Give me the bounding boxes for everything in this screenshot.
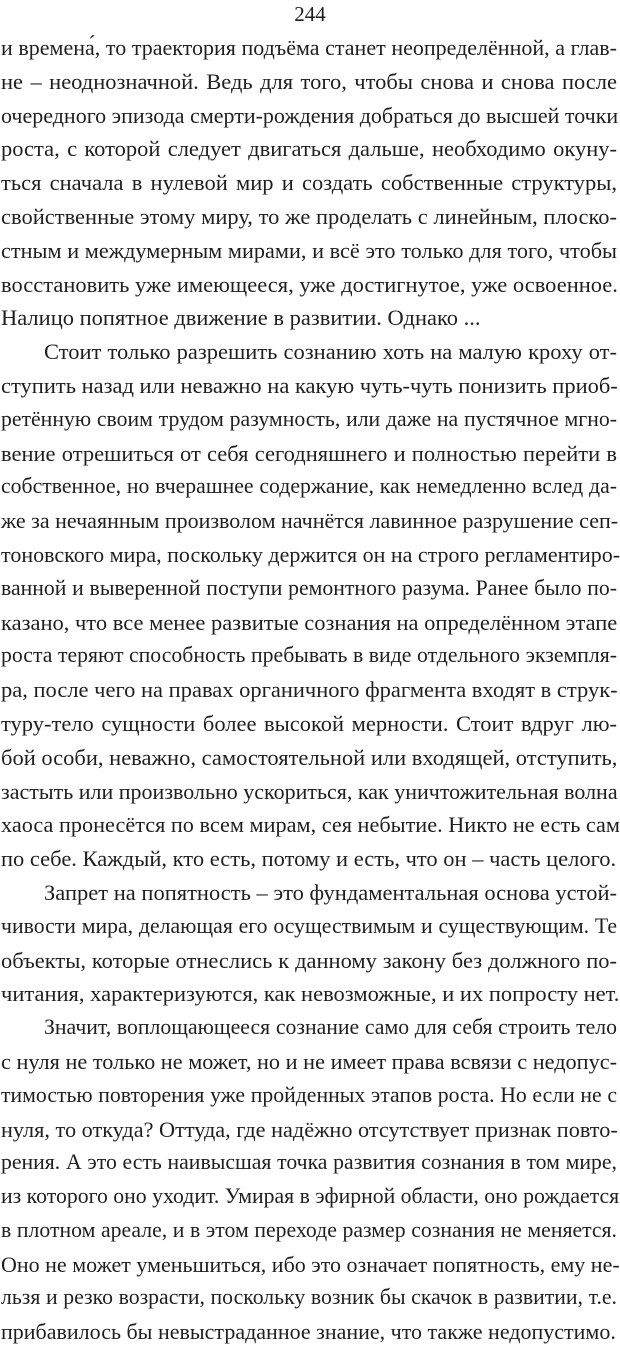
text-line: объекты, которые отнеслись к данному закону без должного по-	[1, 947, 617, 973]
text-line: Запрет на попятность – это фундаментальная основа устой-	[44, 879, 617, 905]
text-line: же за нечаянным произволом начнётся лавинное разрушение сеп-	[1, 508, 619, 534]
text-line: в плотном ареале, и в этом переходе размер сознания не меняется.	[1, 1217, 617, 1242]
text-line: тимостью повторения уже пройденных этапов роста. Но если не с	[1, 1082, 617, 1107]
text-line: из которого оно уходит. Умирая в эфирной области, оно рождается	[1, 1184, 620, 1209]
text-line: ванной и выверенной поступи ремонтного разума. Ранее было по-	[1, 575, 617, 600]
paragraph	[0, 876, 620, 1011]
text-line: нуля, то откуда? Оттуда, где надёжно отсутствует признак повто-	[1, 1116, 618, 1142]
text-line: застыть или произвольно ускориться, как уничтожительная волна	[1, 778, 618, 804]
text-line: прибавилось бы невыстраданное знание, что также недопустимо.	[1, 1319, 616, 1345]
text-line: восстановить уже имеющееся, уже достигнутое, уже освоенное.	[1, 271, 618, 297]
text-line: свойственные этому миру, то же проделать с линейным, плоско-	[1, 203, 617, 229]
text-line: собственное, но вчерашнее содержание, как немедленно вслед да-	[1, 474, 617, 499]
text-line: роста, с которой следует двигаться дальше, необходимо окуну-	[1, 136, 617, 162]
text-line: казано, что все менее развитые сознания на определённом этапе	[1, 609, 618, 635]
text-line: туру-тело сущности более высокой мерности. Стоит вдруг лю-	[1, 710, 617, 736]
text-line: по себе. Каждый, кто есть, потому и есть, что он – часть целого.	[1, 846, 617, 872]
text-line: чивости мира, делающая его осуществимым и существующим. Те	[1, 913, 617, 938]
page-text	[0, 31, 620, 1349]
text-line: Стоит только разрешить сознанию хоть на малую кроху от-	[44, 339, 617, 365]
text-line: роста теряют способность пребывать в виде отдельного экземпля-	[1, 643, 617, 668]
text-line: Налицо попятное движение в развитии. Однако ...	[1, 305, 481, 331]
text-line: Значит, воплощающееся сознание само для себя строить тело	[44, 1015, 617, 1040]
text-line: бой особи, неважно, самостоятельной или входящей, отступить,	[1, 744, 618, 770]
text-line: не – неоднозначной. Ведь для того, чтобы снова и снова после	[1, 68, 617, 94]
paragraph	[0, 1011, 620, 1349]
text-line: тоновского мира, поскольку держится он на строго регламентиро-	[1, 541, 620, 567]
page-number: 244	[294, 2, 326, 26]
text-line: Оно не может уменьшиться, ибо это означает попятность, ему не-	[1, 1251, 620, 1277]
text-line: ться сначала в нулевой мир и создать собственные структуры,	[1, 170, 617, 196]
text-line: стным и междумерным мирами, и всё это только для того, чтобы	[1, 237, 617, 263]
paragraph	[0, 335, 620, 876]
text-line: очередного эпизода смерти-рождения добраться до высшей точки	[1, 102, 619, 128]
text-line: рения. А это есть наивысшая точка развития сознания в том мире,	[1, 1150, 617, 1175]
text-line: льзя и резко возрасти, поскольку возник бы скачок в развитии, т.е.	[1, 1285, 617, 1310]
text-line: вение отрешиться от себя сегодняшнего и полностью перейти в	[1, 440, 617, 466]
text-line: ступить назад или неважно на какую чуть-чуть понизить приоб-	[1, 372, 618, 398]
text-line: и времена́, то траектория подъёма станет неопределённой, а глав-	[1, 35, 617, 60]
paragraph	[0, 31, 620, 335]
text-line: ра, после чего на правах органичного фрагмента входят в струк-	[1, 677, 618, 703]
text-line: с нуля не только не может, но и не имеет права всвязи с недопус-	[1, 1048, 617, 1074]
text-line: ретённую своим трудом разумность, или даже на пустячное мгно-	[1, 406, 617, 431]
text-line: хаоса пронесётся по всем мирам, сея небытие. Никто не есть сам	[1, 812, 620, 838]
text-line: читания, характеризуются, как невозможные, и их попросту нет.	[1, 981, 620, 1007]
